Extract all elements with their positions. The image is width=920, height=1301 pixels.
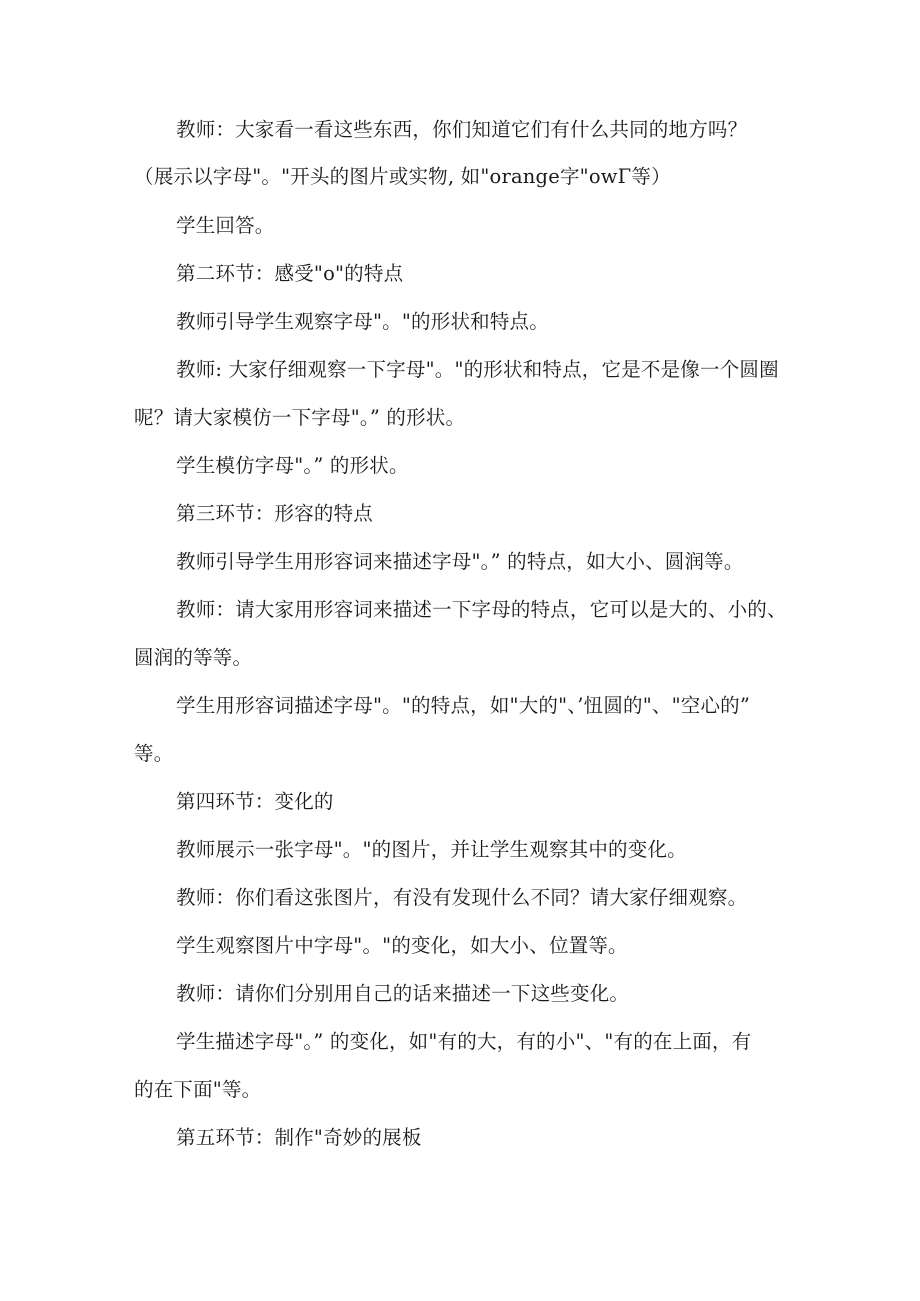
- paragraph-line: 学生观察图片中字母"。"的变化，如大小、位置等。: [176, 934, 628, 957]
- section-heading: 第四环节：变化的: [176, 790, 334, 813]
- paragraph-line: 学生模仿字母"。” 的形状。: [176, 454, 409, 477]
- paragraph-line: 教师：你们看这张图片，有没有发现什么不同？请大家仔细观察。: [176, 886, 748, 909]
- paragraph-line: 教师：请大家用形容词来描述一下字母的特点，它可以是大的、小的、: [176, 598, 787, 621]
- paragraph-line: 教师展示一张字母"。"的图片，并让学生观察其中的变化。: [176, 838, 687, 861]
- paragraph-line: 等。: [134, 742, 174, 765]
- paragraph-line: 教师：请你们分别用自己的话来描述一下这些变化。: [176, 982, 630, 1005]
- paragraph-line: 教师引导学生用形容词来描述字母"。” 的特点，如大小、圆润等。: [176, 550, 744, 573]
- paragraph-line: 学生用形容词描述字母"。"的特点，如"大的"、’忸圆的"、"空心的”: [176, 694, 751, 717]
- paragraph-line: 的在下面"等。: [134, 1078, 262, 1101]
- paragraph-line: 学生描述字母"。” 的变化，如"有的大，有的小"、"有的在上面，有: [176, 1030, 752, 1053]
- paragraph-line: 教师引导学生观察字母"。"的形状和特点。: [176, 310, 549, 333]
- paragraph-line: 呢？请大家模仿一下字母"。” 的形状。: [134, 406, 466, 429]
- paragraph-line: 圆润的等等。: [134, 646, 253, 669]
- paragraph-line: 教师：大家看一看这些东西，你们知道它们有什么共同的地方吗？: [176, 118, 748, 141]
- paragraph-line: 学生回答。: [176, 214, 275, 237]
- section-heading: 第五环节：制作"奇妙的展板: [176, 1126, 422, 1149]
- paragraph-line: 教师: 大家仔细观察一下字母"。"的形状和特点，它是不是像一个圆圈: [176, 358, 779, 381]
- paragraph-line: （展示以字母"。"开头的图片或实物, 如"orange字"owΓ等）: [134, 165, 671, 188]
- section-heading: 第二环节：感受"o"的特点: [176, 262, 404, 285]
- section-heading: 第三环节：形容的特点: [176, 502, 374, 525]
